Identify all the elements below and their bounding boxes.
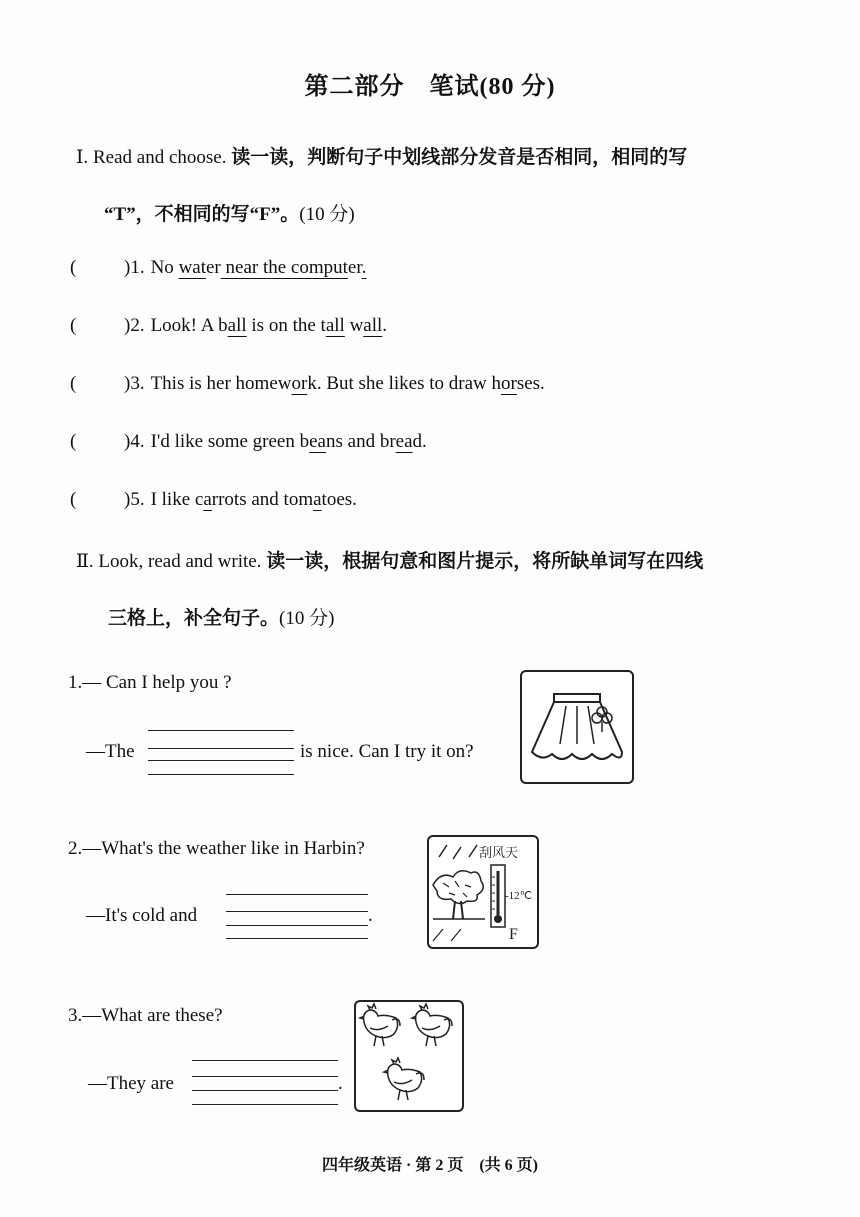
section2-heading-cn: 读一读，根据句意和图片提示，将所缺单词写在四线 bbox=[266, 551, 704, 572]
q1-answer-pre: —The bbox=[86, 741, 135, 762]
section2-heading-line2 bbox=[108, 603, 334, 630]
q2-writing-line-4 bbox=[226, 938, 368, 939]
sentence-text: er bbox=[206, 257, 221, 278]
sentence-text: Look! A b bbox=[150, 315, 228, 336]
sentence-text: w bbox=[344, 315, 364, 336]
sentence-text: . bbox=[382, 315, 388, 336]
weather-pic-letter: F bbox=[509, 926, 518, 943]
section2-score: (10 分) bbox=[279, 608, 335, 629]
judge-item-1 bbox=[70, 257, 366, 279]
section1-heading-cn2: “T”，不相同的写“F”。 bbox=[104, 204, 300, 225]
q3-number: 3. bbox=[68, 1005, 83, 1026]
underlined-sound: ea bbox=[309, 431, 326, 452]
underlined-sound: all bbox=[227, 315, 247, 336]
item-number: )2. bbox=[124, 315, 145, 336]
answer-paren-open[interactable]: ( bbox=[70, 431, 77, 452]
weather-picture bbox=[427, 835, 539, 949]
sentence-text: ns and br bbox=[326, 431, 396, 452]
hens-icon bbox=[356, 1002, 462, 1110]
sentence-text: er bbox=[347, 257, 362, 278]
q1-answer-post: is nice. Can I try it on? bbox=[300, 741, 474, 762]
q3-question-row bbox=[68, 1005, 223, 1027]
underlined-sound: or bbox=[501, 373, 517, 394]
underlined-sound: a bbox=[203, 489, 212, 510]
q3-question: —What are these? bbox=[82, 1005, 223, 1026]
item-number: )4. bbox=[124, 431, 145, 452]
judge-item-4 bbox=[70, 431, 427, 453]
q3-writing-line-1 bbox=[192, 1060, 338, 1061]
answer-paren-open[interactable]: ( bbox=[70, 315, 77, 336]
q2-question-row bbox=[68, 838, 365, 860]
section1-heading-line1 bbox=[76, 142, 687, 169]
weather-pic-label: 刮风天 bbox=[479, 846, 519, 861]
underlined-sound: all bbox=[325, 315, 345, 336]
skirt-icon bbox=[522, 672, 632, 782]
q1-writing-line-2[interactable] bbox=[148, 748, 294, 749]
windy-cold-icon bbox=[429, 837, 537, 947]
answer-paren-open[interactable]: ( bbox=[70, 257, 77, 278]
sentence-text: is on the t bbox=[246, 315, 326, 336]
sentence-text: ses. bbox=[516, 373, 545, 394]
sentence-text: k. But she likes to draw h bbox=[307, 373, 501, 394]
underlined-sound: or bbox=[291, 373, 308, 394]
underlined-sound: wat bbox=[178, 257, 206, 278]
page-footer: 四年级英语 · 第 2 页 (共 6 页) bbox=[322, 1157, 538, 1174]
sentence-text: This is her homew bbox=[150, 373, 292, 394]
answer-paren-open[interactable]: ( bbox=[70, 489, 77, 510]
q1-question-row bbox=[68, 672, 232, 694]
q3-answer-pre: —They are bbox=[88, 1073, 174, 1094]
q1-writing-line-4 bbox=[148, 774, 294, 775]
judge-item-5 bbox=[70, 489, 357, 511]
q3-writing-line-2[interactable] bbox=[192, 1076, 338, 1077]
underlined-sound: a bbox=[313, 489, 322, 510]
q3-writing-line-4 bbox=[192, 1104, 338, 1105]
q2-answer-post: . bbox=[368, 905, 373, 926]
sentence-text: No bbox=[150, 257, 179, 278]
weather-pic-temp: -12℃ bbox=[505, 890, 533, 902]
item-number: )5. bbox=[124, 489, 145, 510]
q1-writing-line-3 bbox=[148, 760, 294, 761]
sentence-text: d. bbox=[412, 431, 427, 452]
underlined-sound: . bbox=[361, 257, 367, 278]
section2-heading-cn2: 三格上，补全句子。 bbox=[108, 608, 280, 629]
q2-writing-line-2[interactable] bbox=[226, 911, 368, 912]
q1-question: — Can I help you ? bbox=[82, 672, 232, 693]
section2-heading-line1 bbox=[76, 546, 703, 573]
sentence-text: rrots and tom bbox=[211, 489, 314, 510]
section1-heading-line2 bbox=[104, 199, 355, 226]
q3-writing-line-3 bbox=[192, 1090, 338, 1091]
sentence-text: I like c bbox=[150, 489, 204, 510]
skirt-picture bbox=[520, 670, 634, 784]
page-title: 第二部分 笔试(80 分) bbox=[304, 74, 556, 100]
q1-number: 1. bbox=[68, 672, 83, 693]
item-number: )3. bbox=[124, 373, 145, 394]
q1-writing-line-1 bbox=[148, 730, 294, 731]
section1-heading-cn: 读一读，判断句子中划线部分发音是否相同，相同的写 bbox=[231, 147, 688, 168]
section2-heading-en: Ⅱ. Look, read and write. bbox=[76, 551, 262, 572]
q2-answer-pre: —It's cold and bbox=[86, 905, 198, 926]
underlined-sound: all bbox=[363, 315, 383, 336]
q2-number: 2. bbox=[68, 838, 83, 859]
section1-score: (10 分) bbox=[299, 204, 355, 225]
q2-question: —What's the weather like in Harbin? bbox=[82, 838, 365, 859]
q2-writing-line-1 bbox=[226, 894, 368, 895]
q3-answer-post: . bbox=[338, 1073, 343, 1094]
sentence-text: toes. bbox=[321, 489, 357, 510]
q2-writing-line-3 bbox=[226, 925, 368, 926]
underlined-sound: near the comput bbox=[220, 257, 348, 278]
judge-item-3 bbox=[70, 373, 545, 395]
judge-item-2 bbox=[70, 315, 387, 337]
sentence-text: I'd like some green b bbox=[150, 431, 310, 452]
underlined-sound: ea bbox=[395, 431, 413, 452]
hens-picture bbox=[354, 1000, 464, 1112]
section1-heading-en: Ⅰ. Read and choose. bbox=[76, 147, 227, 168]
item-number: )1. bbox=[124, 257, 145, 278]
answer-paren-open[interactable]: ( bbox=[70, 373, 77, 394]
